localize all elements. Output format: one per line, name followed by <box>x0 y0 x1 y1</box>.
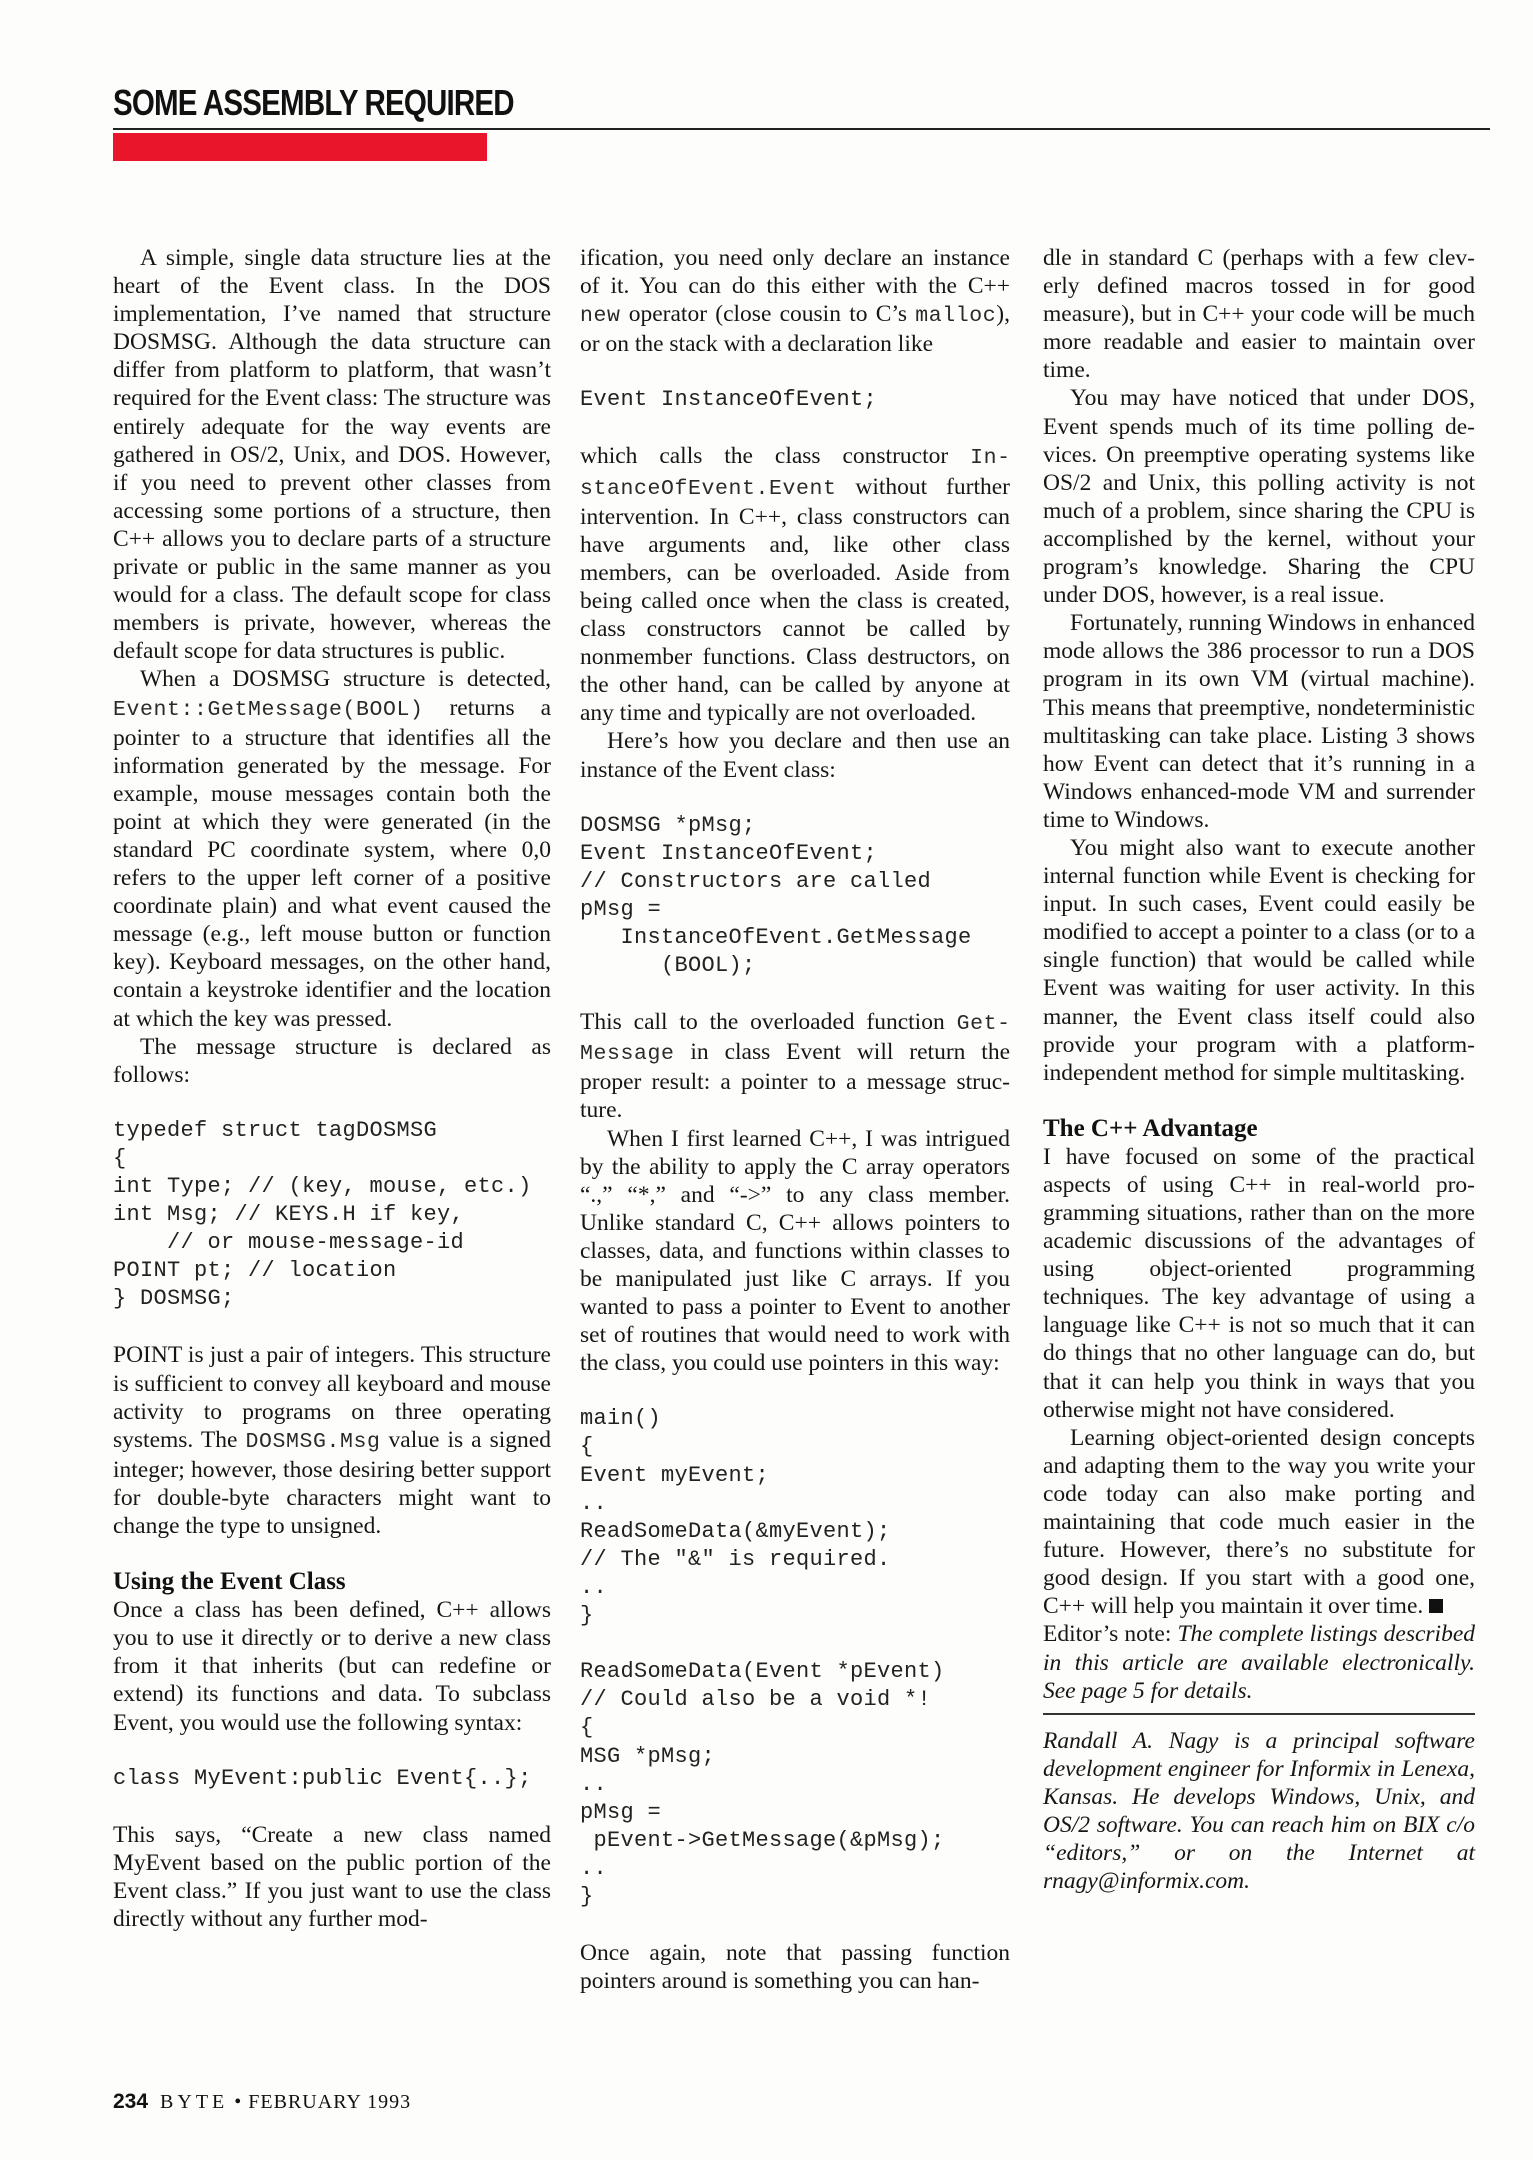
paragraph: dle in standard C (perhaps with a few cleverly defined macros tossed in for good measure), but in C++ your code will be much more readable and easier to maintain over time. <box>1043 245 1475 384</box>
text-run: returns a pointer to a structure that identifies all the information generated by the message. For example, mouse messages contain both the point at which they were generated (in the standard PC coordinate system, where 0,0 refers to the upper left corner of a positive coordinate plain) and what event caused the message (e.g., left mouse button or function key). Keyboard messages, on the other hand, contain a keystroke identifier and the location at which the key was pressed. <box>113 694 551 1032</box>
paragraph <box>580 244 1010 358</box>
author-bio: Randall A. Nagy is a principal software development engineer for Informix in Lenexa, Kansas. He develops Windows, Unix, and OS/2 software. You can reach him on BIX c/o “editors,” or on the Internet at rnagy@informix.com. <box>1043 1727 1475 1895</box>
magazine-name: BYTE <box>160 2091 229 2113</box>
code-listing-dosmsg: typedef struct tagDOSMSG { int Type; // (key, mouse, etc.) int Msg; // KEYS.H if key, // or mouse-message-id POINT pt; // location } DOSMSG; <box>113 1117 532 1312</box>
text-run: ), or on the stack with a declaration like <box>580 301 1010 358</box>
subheading-using-event-class: Using the Event Class <box>113 1568 346 1596</box>
paragraph <box>113 1341 551 1540</box>
text-run: POINT is just a pair of integers. This structure is sufficient to convey all keyboard and mouse activity to programs on three operating systems. The <box>113 1342 551 1453</box>
column-2 <box>580 244 1010 1995</box>
page-number: 234 <box>113 2090 149 2113</box>
section-title: SOME ASSEMBLY REQUIRED <box>113 82 514 123</box>
column-3 <box>1043 244 1475 1895</box>
text-run: ification, you need only declare an instance of it. You can do this either with the C++ <box>580 245 1010 300</box>
end-of-article-mark-icon <box>1429 1599 1443 1613</box>
inline-code: GetMessage <box>580 1012 1010 1067</box>
paragraph: Fortunately, running Windows in enhanced mode allows the 386 processor to run a DOS program in its own VM (virtual machine). This means that preemptive, nondeterministic multitasking can take place. Listing 3 shows how Event can detect that it’s running in a Windows enhanced-mode VM and surrender time to Windows. <box>1043 610 1476 833</box>
issue-date: FEBRUARY 1993 <box>248 2091 412 2113</box>
page-footer <box>113 2090 411 2114</box>
inline-code: new <box>580 304 621 329</box>
code-listing-pointers: main() { Event myEvent; .. ReadSomeData(&myEvent); // The "&" is required. .. } ReadSomeData(Event *pEvent) // Could also be a void *! { MSG *pMsg; .. pMsg = pEvent->GetMessage(&pMsg); .. } <box>580 1406 945 1909</box>
code-listing-instance: Event InstanceOfEvent; <box>580 387 878 413</box>
editor-note-text: The complete listings described in this article are available electronically. See page 5 for details. <box>1043 1621 1476 1704</box>
inline-code: Event::GetMessage(BOOL) <box>113 697 424 722</box>
paragraph: Once a class has been defined, C++ allows you to use it directly or to derive a new class from it that inherits (but can redefine or extend) its functions and data. To subclass Event, you would use the following syntax: <box>113 1597 551 1736</box>
paragraph: Once again, note that passing function pointers around is something you can han- <box>580 1940 1010 1995</box>
inline-code: DOSMSG.Msg <box>245 1429 381 1454</box>
text-run: which calls the class constructor <box>580 443 971 470</box>
code-listing-declare-use: DOSMSG *pMsg; Event InstanceOfEvent; // Constructors are called pMsg = InstanceOfEvent.GetMessage (BOOL); <box>580 812 972 979</box>
section-color-bar <box>113 133 487 161</box>
paragraph <box>580 442 1010 727</box>
text-run: Learning object-oriented design concepts and adapting them to the way you write your code today can also make porting and maintaining that code much easier in the future. However, there’s no substitute for good design. If you start with a good one, C++ will help you maintain it over time. <box>1043 1424 1475 1620</box>
text-run: When a DOSMSG structure is detected, <box>140 666 551 693</box>
paragraph: A simple, single data structure lies at the heart of the Event class. In the DOS implementation, I’ve named that structure DOSMSG. Although the data structure can differ from platform to platform, that wasn’t required for the Event class: The structure was entirely adequate for the way events are gathered in OS/2, Unix, and DOS. However, if you need to prevent other classes from accessing some portions of a structure, then C++ allows you to declare parts of a structure private or public in the same manner as you would for a class. The default scope for class members is private, however, whereas the default scope for data structures is public. <box>113 245 551 665</box>
paragraph <box>1043 1424 1475 1621</box>
subheading-cpp-advantage: The C++ Advantage <box>1043 1114 1258 1142</box>
paragraph <box>580 1008 1010 1124</box>
paragraph <box>113 665 551 1032</box>
inline-code: malloc <box>915 304 997 329</box>
inline-code: InstanceOfEvent.Event <box>580 446 1010 501</box>
bio-divider <box>1043 1713 1475 1715</box>
editor-note <box>1043 1620 1475 1704</box>
code-listing-subclass: class MyEvent:public Event{..}; <box>113 1765 532 1791</box>
column-1 <box>113 244 551 1933</box>
text-run: without further intervention. In C++, class constructors can have arguments and, like other class members, can be overloaded. Aside from being called once when the class is created, class constructors cannot be called by nonmember functions. Class destructors, on the other hand, can be called by anyone at any time and typically are not overloaded. <box>580 473 1010 727</box>
paragraph: The message structure is declared as follows: <box>113 1033 551 1088</box>
paragraph: This says, “Create a new class named MyEvent based on the public portion of the Event class.” If you just want to use the class directly without any further mod- <box>113 1821 551 1932</box>
text-run: This call to the overloaded function <box>580 1009 957 1036</box>
text-run: in class Event will return the proper result: a pointer to a message structure. <box>580 1039 1010 1124</box>
header-rule <box>113 128 1490 130</box>
section-header <box>113 82 1490 124</box>
paragraph: You might also want to execute another internal function while Event is checking for input. In such cases, Event could easily be modified to accept a pointer to a class (or to a single function) that would be called while Event was waiting for user activity. In this manner, the Event class itself could also provide your program with a platform-independent method for simple multitasking. <box>1043 834 1475 1086</box>
paragraph: You may have noticed that under DOS, Event spends much of its time polling devices. On preemptive operating systems like OS/2 and Unix, this polling activity is not much of a problem, since sharing the CPU is accomplished by the kernel, without your program’s knowledge. Sharing the CPU under DOS, however, is a real issue. <box>1043 385 1475 609</box>
paragraph: Here’s how you declare and then use an instance of the Event class: <box>580 728 1010 783</box>
text-run: value is a signed integer; however, those desiring better support for double-byte characters might want to change the type to unsigned. <box>113 1426 551 1540</box>
footer-separator: • <box>234 2091 243 2113</box>
paragraph: When I first learned C++, I was intrigued by the ability to apply the C array operators “.,” “*,” and “->” to any class member. Unlike standard C, C++ allows pointers to classes, data, and functions within classes to be manipulated just like C arrays. If you wanted to pass a pointer to Event to another set of routines that would need to work with the class, you could use pointers in this way: <box>580 1125 1010 1377</box>
paragraph: I have focused on some of the practical aspects of using C++ in real-world programming situations, rather than on the more academic discussions of the advantages of using object-oriented programming techniques. The key advantage of using a language like C++ is not so much that it can do things that no other language can do, but that it can help you think in ways that you otherwise might not have considered. <box>1043 1143 1475 1423</box>
text-run: operator (close cousin to C’s <box>620 301 916 328</box>
editor-note-label: Editor’s note: <box>1043 1621 1178 1648</box>
